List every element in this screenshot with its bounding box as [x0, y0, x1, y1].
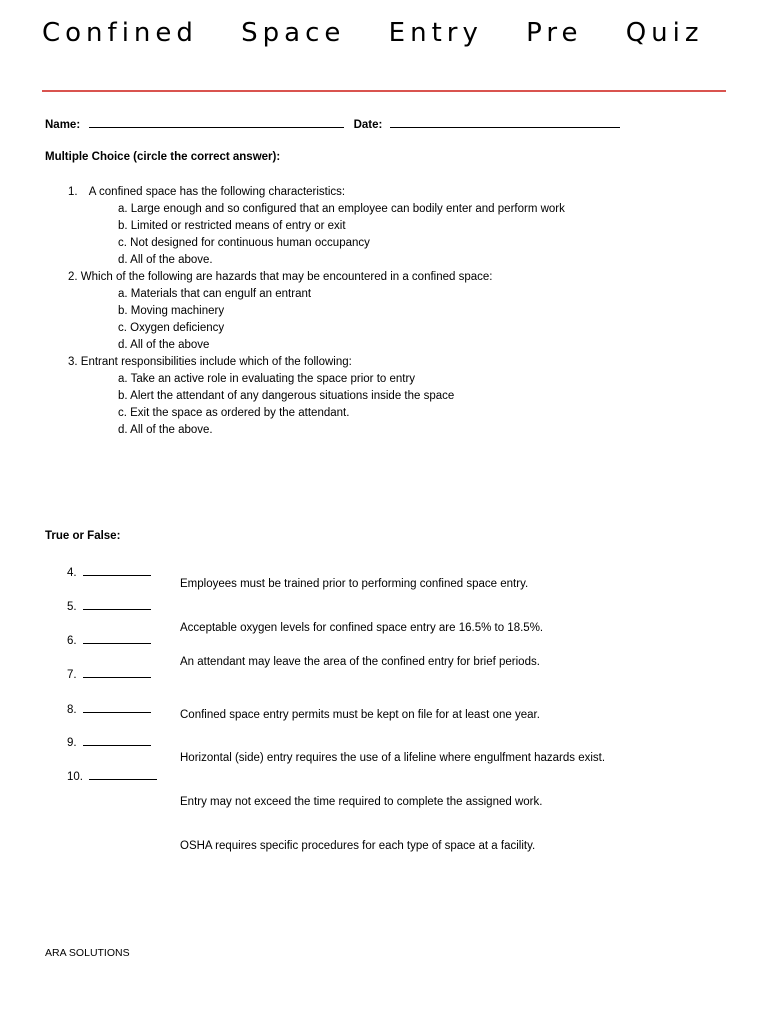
item-number: 8.: [67, 704, 77, 716]
question-number: 3.: [68, 356, 78, 368]
option-3d[interactable]: d. All of the above.: [118, 424, 213, 436]
tf-item-8: [67, 702, 151, 716]
question-text: Entrant responsibilities include which of the following:: [80, 356, 352, 368]
tf-statement-4: Employees must be trained prior to performing confined space entry.: [180, 578, 529, 590]
tf-statement-5: Acceptable oxygen levels for confined space entry are 16.5% to 18.5%.: [180, 622, 544, 634]
title-divider: [42, 90, 726, 92]
option-2b[interactable]: b. Moving machinery: [118, 305, 225, 317]
option-2a[interactable]: a. Materials that can engulf an entrant: [118, 288, 312, 300]
tf-item-6: [67, 633, 151, 647]
option-2c[interactable]: c. Oxygen deficiency: [118, 322, 225, 334]
answer-blank[interactable]: [83, 565, 151, 576]
option-1c[interactable]: c. Not designed for continuous human occupancy: [118, 237, 370, 249]
true-false-heading: True or False:: [45, 530, 121, 542]
answer-blank[interactable]: [83, 599, 151, 610]
answer-blank[interactable]: [89, 769, 157, 780]
tf-item-10: [67, 769, 157, 783]
item-number: 5.: [67, 601, 77, 613]
footer-company: ARA SOLUTIONS: [45, 947, 130, 959]
option-2d[interactable]: d. All of the above: [118, 339, 210, 351]
option-1d[interactable]: d. All of the above.: [118, 254, 213, 266]
tf-statement-10: OSHA requires specific procedures for each type of space at a facility.: [180, 840, 536, 852]
multiple-choice-heading: Multiple Choice (circle the correct answer):: [45, 151, 281, 163]
page-title: Confined Space Entry Pre Quiz: [42, 18, 704, 48]
name-date-row: [45, 117, 620, 131]
tf-item-5: [67, 599, 151, 613]
date-field[interactable]: [390, 117, 620, 128]
answer-blank[interactable]: [83, 633, 151, 644]
answer-blank[interactable]: [83, 667, 151, 678]
tf-statement-9: Entry may not exceed the time required to complete the assigned work.: [180, 796, 543, 808]
tf-item-4: [67, 565, 151, 579]
tf-statement-7: Confined space entry permits must be kept on file for at least one year.: [180, 709, 540, 721]
question-number: 2.: [68, 271, 78, 283]
question-3: [68, 354, 352, 371]
name-label: Name:: [45, 119, 81, 131]
tf-statement-6: An attendant may leave the area of the confined entry for brief periods.: [180, 656, 540, 668]
item-number: 6.: [67, 635, 77, 647]
question-2: [68, 269, 493, 286]
answer-blank[interactable]: [83, 702, 151, 713]
item-number: 7.: [67, 669, 77, 681]
question-text: Which of the following are hazards that may be encountered in a confined space:: [80, 271, 493, 283]
date-label: Date:: [353, 119, 383, 131]
option-3c[interactable]: c. Exit the space as ordered by the attendant.: [118, 407, 350, 419]
tf-item-9: [67, 735, 151, 749]
option-3b[interactable]: b. Alert the attendant of any dangerous situations inside the space: [118, 390, 455, 402]
item-number: 10.: [67, 771, 83, 783]
item-number: 4.: [67, 567, 77, 579]
question-number: 1.: [68, 186, 78, 198]
tf-statement-8: Horizontal (side) entry requires the use of a lifeline where engulfment hazards exist.: [180, 752, 606, 764]
name-field[interactable]: [89, 117, 344, 128]
option-1a[interactable]: a. Large enough and so configured that an employee can bodily enter and perform work: [118, 203, 565, 215]
question-text: A confined space has the following characteristics:: [88, 186, 346, 198]
multiple-choice-section: [68, 184, 728, 444]
tf-item-7: [67, 667, 151, 681]
question-1: [68, 184, 345, 201]
option-3a[interactable]: a. Take an active role in evaluating the space prior to entry: [118, 373, 416, 385]
answer-blank[interactable]: [83, 735, 151, 746]
item-number: 9.: [67, 737, 77, 749]
option-1b[interactable]: b. Limited or restricted means of entry or exit: [118, 220, 346, 232]
